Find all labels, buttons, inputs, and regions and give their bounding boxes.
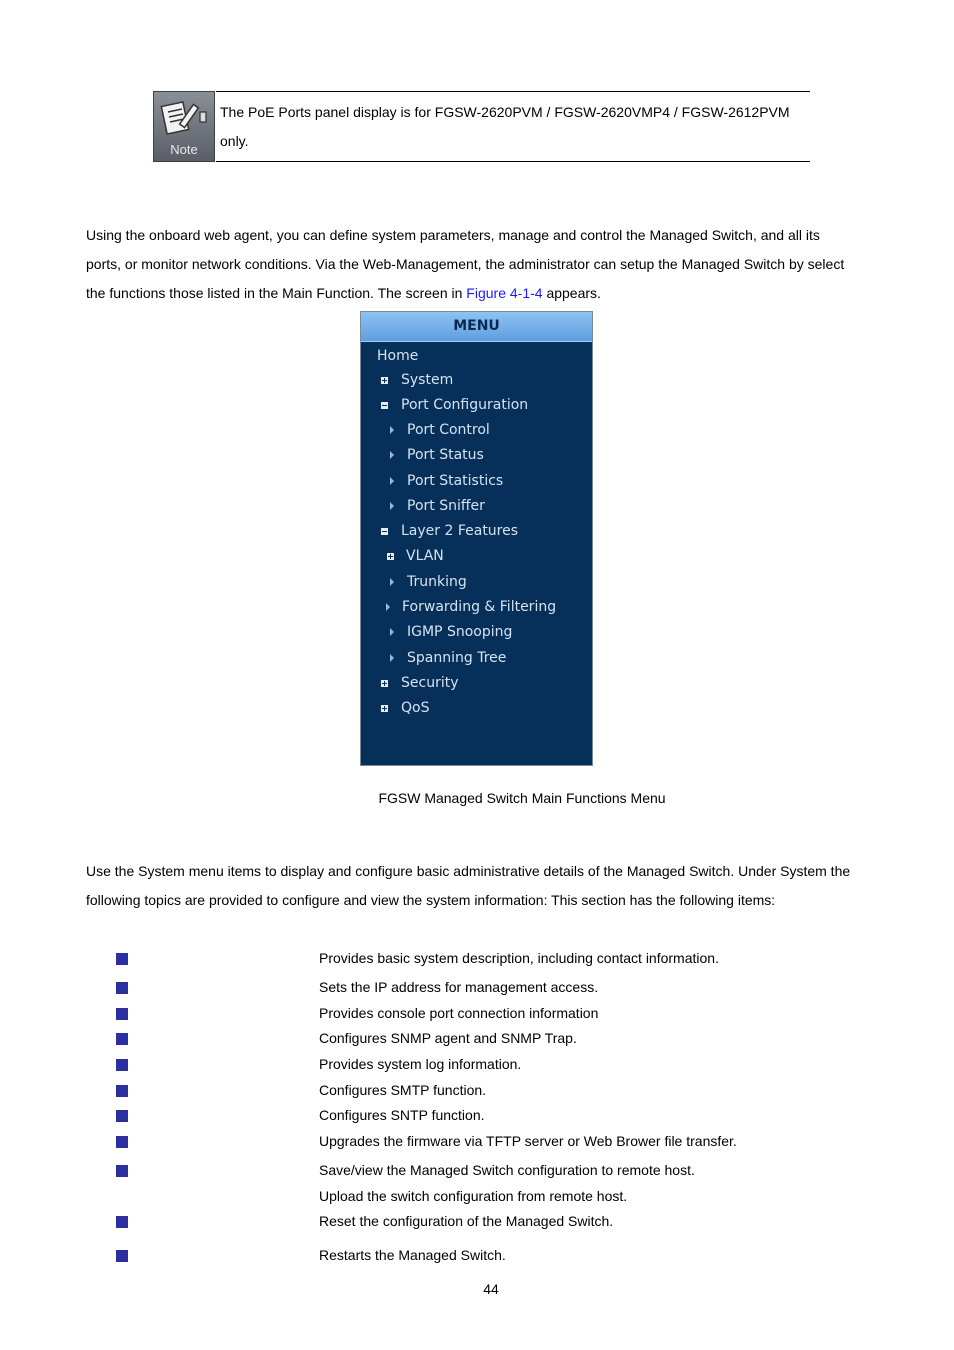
triangle-right-icon xyxy=(386,603,390,611)
menu-item-label: QoS xyxy=(401,700,430,716)
square-bullet-icon xyxy=(116,1059,128,1071)
menu-item-label: Port Sniffer xyxy=(407,498,485,514)
note-text-box xyxy=(216,91,810,162)
square-bullet-icon xyxy=(116,1008,128,1020)
list-item-description: Restarts the Managed Switch. xyxy=(319,1247,506,1263)
triangle-right-icon xyxy=(390,477,394,485)
triangle-right-icon xyxy=(390,578,394,586)
menu-item-label: IGMP Snooping xyxy=(407,624,513,640)
list-item-description: Provides console port connection information xyxy=(319,1005,599,1021)
figure-caption: FGSW Managed Switch Main Functions Menu xyxy=(378,790,666,806)
menu-item-label: VLAN xyxy=(406,548,444,564)
expand-icon[interactable] xyxy=(381,705,388,712)
expand-icon[interactable] xyxy=(387,553,394,560)
expand-icon[interactable] xyxy=(381,377,388,384)
note-icon xyxy=(153,91,215,162)
square-bullet-icon xyxy=(116,1033,128,1045)
note-line-2: only. xyxy=(220,133,249,149)
menu-item-label: Security xyxy=(401,675,459,691)
list-item-description: Configures SNTP function. xyxy=(319,1107,485,1123)
triangle-right-icon xyxy=(390,426,394,434)
page-number: 44 xyxy=(483,1281,499,1297)
triangle-right-icon xyxy=(390,451,394,459)
menu-item-label: Layer 2 Features xyxy=(401,523,519,539)
list-item-description: Reset the configuration of the Managed Switch. xyxy=(319,1213,614,1229)
triangle-right-icon xyxy=(390,502,394,510)
list-item-description: Provides basic system description, including contact information. xyxy=(319,950,719,966)
menu-item-label: Home xyxy=(377,348,419,364)
menu-item-label: Spanning Tree xyxy=(407,650,507,666)
intro-paragraph xyxy=(86,221,876,308)
list-item-description: Provides system log information. xyxy=(319,1056,522,1072)
menu-item-label: Port Statistics xyxy=(407,473,504,489)
list-item-description: Configures SMTP function. xyxy=(319,1082,487,1098)
square-bullet-icon xyxy=(116,953,128,965)
system-intro-line-1: Use the System menu items to display and configure basic administrative details of the Managed Switch. Under System the xyxy=(86,863,851,879)
menu-item-label: System xyxy=(401,372,454,388)
square-bullet-icon xyxy=(116,1085,128,1097)
menu-item-label: Port Control xyxy=(407,422,490,438)
list-item-description: Configures SNMP agent and SNMP Trap. xyxy=(319,1030,577,1046)
system-intro-paragraph xyxy=(86,857,876,915)
menu-header: MENU xyxy=(361,312,592,342)
note-line-1: The PoE Ports panel display is for FGSW-2620PVM / FGSW-2620VMP4 / FGSW-2612PVM xyxy=(220,104,790,120)
menu-item-label: Port Status xyxy=(407,447,484,463)
triangle-right-icon xyxy=(390,654,394,662)
intro-line-3-before: the functions those listed in the Main Function. The screen in xyxy=(86,285,467,301)
collapse-icon[interactable] xyxy=(381,528,388,535)
menu-item-label: Trunking xyxy=(407,574,467,590)
square-bullet-icon xyxy=(116,1110,128,1122)
square-bullet-icon xyxy=(116,1165,128,1177)
intro-line-3-after: appears. xyxy=(542,285,601,301)
intro-line-3 xyxy=(86,279,876,308)
list-item-description: Save/view the Managed Switch configuration to remote host. xyxy=(319,1162,695,1178)
collapse-icon[interactable] xyxy=(381,402,388,409)
square-bullet-icon xyxy=(116,1136,128,1148)
main-functions-menu xyxy=(360,311,593,766)
expand-icon[interactable] xyxy=(381,680,388,687)
square-bullet-icon xyxy=(116,1216,128,1228)
figure-link[interactable]: Figure 4-1-4 xyxy=(466,285,543,301)
list-item-description: Sets the IP address for management access. xyxy=(319,979,599,995)
menu-item-label: Forwarding & Filtering xyxy=(402,599,557,615)
triangle-right-icon xyxy=(390,628,394,636)
intro-line-1: Using the onboard web agent, you can define system parameters, manage and control the Managed Switch, and all its xyxy=(86,227,820,243)
square-bullet-icon xyxy=(116,982,128,994)
note-label: Note xyxy=(170,142,198,157)
list-item-description: Upgrades the firmware via TFTP server or Web Brower file transfer. xyxy=(319,1133,737,1149)
pencil-paper-icon xyxy=(160,98,210,138)
list-item-description: Upload the switch configuration from remote host. xyxy=(319,1188,628,1204)
square-bullet-icon xyxy=(116,1250,128,1262)
system-intro-line-2: following topics are provided to configure and view the system information: This section has the following items: xyxy=(86,892,776,908)
intro-line-2: ports, or monitor network conditions. Via the Web-Management, the administrator can setup the Managed Switch by select xyxy=(86,256,845,272)
menu-item-label: Port Configuration xyxy=(401,397,529,413)
